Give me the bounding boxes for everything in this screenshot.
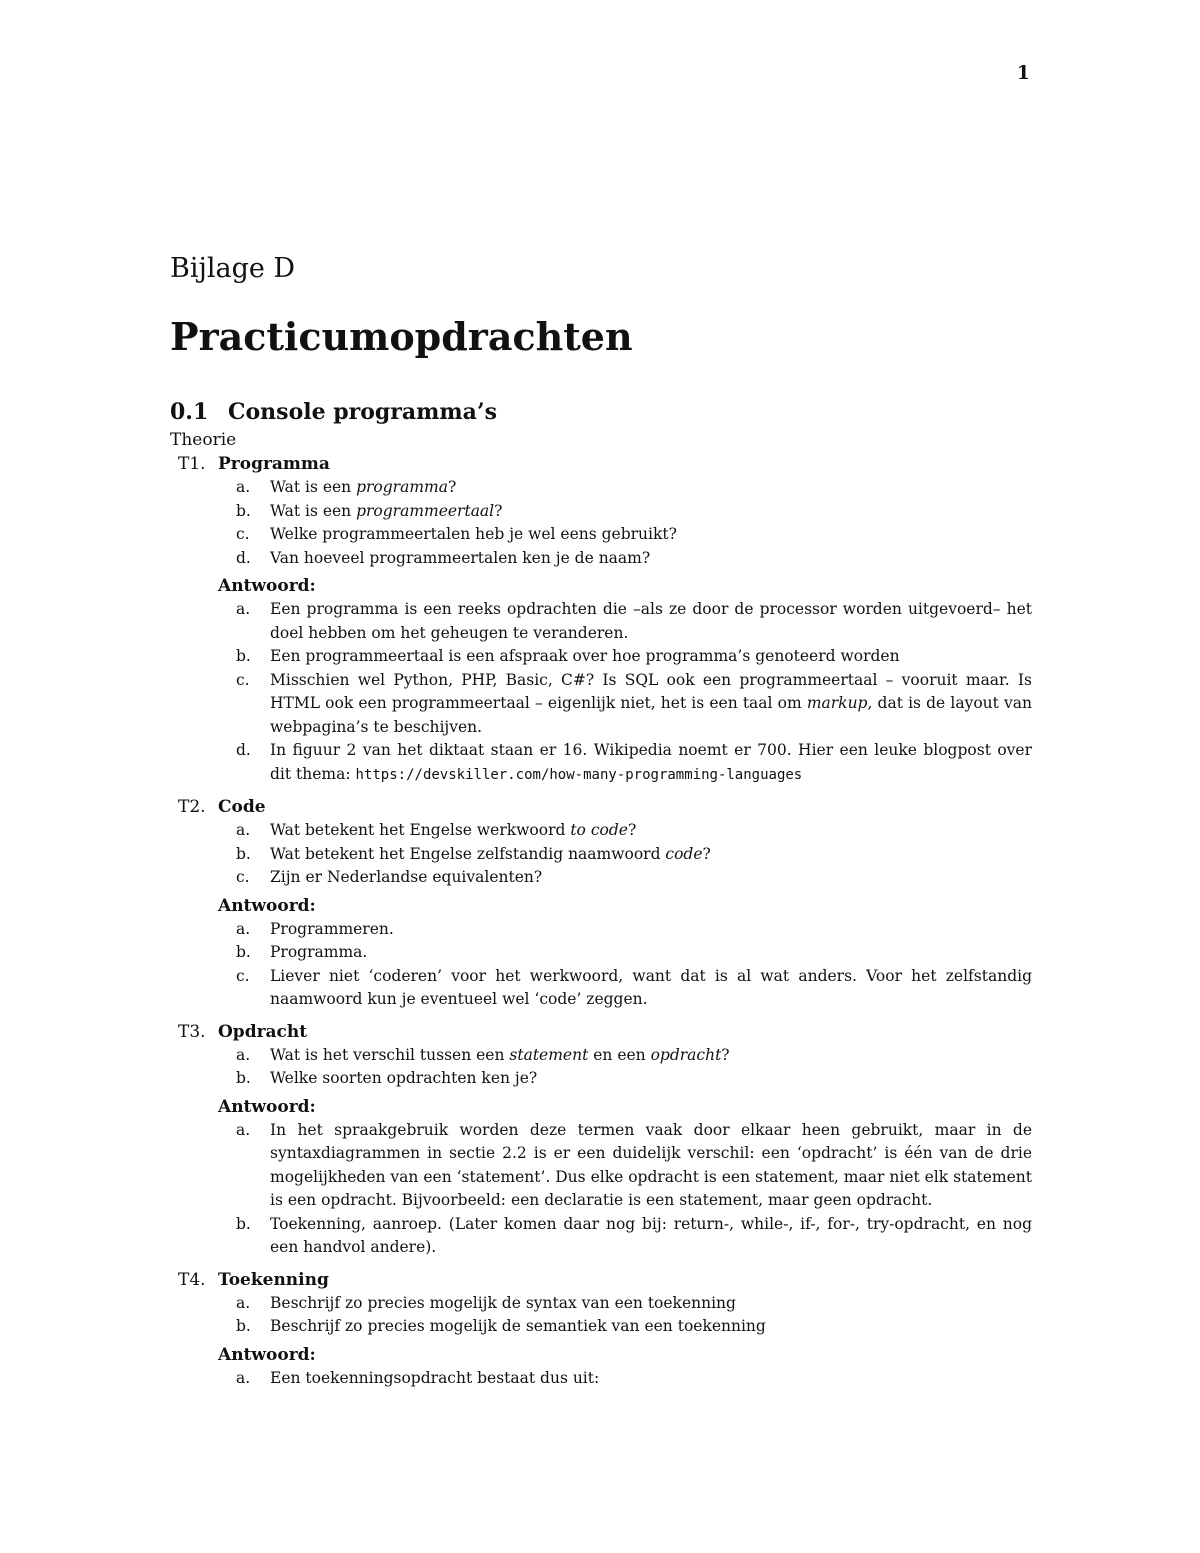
task-block	[178, 795, 1032, 1012]
task-list	[170, 452, 1032, 1390]
task-block	[178, 1020, 1032, 1260]
question-item	[228, 819, 1032, 843]
item-label: a.	[236, 600, 251, 618]
answer-item	[228, 669, 1032, 740]
item-text: Welke soorten opdrachten ken je?	[270, 1069, 538, 1087]
question-list	[228, 819, 1032, 890]
item-label: b.	[236, 1069, 251, 1087]
section-number: 0.1	[170, 399, 209, 425]
task-number: T2.	[178, 797, 206, 817]
question-item	[228, 1044, 1032, 1068]
task-title	[178, 1020, 1032, 1044]
question-item	[228, 866, 1032, 890]
task-title	[178, 795, 1032, 819]
question-list	[228, 1292, 1032, 1339]
item-text: In het spraakgebruik worden deze termen vaak door elkaar heen gebruikt, maar in de syntaxdiagrammen in sectie 2.2 is er een duidelijk verschil: een ‘opdracht’ is één van de drie mogelijkheden van een ‘statement’. Dus elke opdracht is een statement, maar niet elk statement is een opdracht. Bijvoorbeeld: een declaratie is een statement, maar geen opdracht.	[270, 1120, 1032, 1209]
task-number: T3.	[178, 1021, 206, 1042]
answer-list	[228, 1119, 1032, 1260]
item-label: b.	[236, 1214, 251, 1233]
question-item	[228, 1067, 1032, 1091]
item-label: b.	[236, 647, 251, 665]
task-number: T1.	[178, 454, 206, 474]
item-text: Welke programmeertalen heb je wel eens gebruikt?	[270, 525, 677, 543]
item-text: Wat betekent het Engelse werkwoord to code?	[270, 821, 637, 839]
answer-item	[228, 739, 1032, 787]
answer-item	[228, 918, 1032, 942]
item-label: c.	[236, 525, 250, 543]
item-label: b.	[236, 943, 251, 961]
item-text: Liever niet ‘coderen’ voor het werkwoord, want dat is al wat anders. Voor het zelfstandig naamwoord kun je eventueel wel ‘code’ zeggen.	[270, 966, 1032, 1008]
item-text: Van hoeveel programmeertalen ken je de naam?	[270, 548, 651, 567]
item-label: c.	[236, 966, 250, 985]
subsection-heading: Theorie	[170, 430, 237, 450]
task-heading: Toekenning	[218, 1269, 329, 1290]
answer-heading: Antwoord:	[218, 1096, 316, 1117]
question-item	[228, 523, 1032, 547]
item-label: d.	[236, 548, 251, 567]
question-item	[228, 843, 1032, 867]
chapter-title: Practicumopdrachten	[170, 314, 633, 359]
section-title	[170, 398, 1032, 426]
answer-item	[228, 645, 1032, 669]
answer-item	[228, 1119, 1032, 1213]
item-text: Een toekenningsopdracht bestaat dus uit:	[270, 1368, 600, 1387]
task-heading: Code	[218, 797, 266, 817]
answer-item	[228, 1367, 1032, 1391]
answer-list	[228, 918, 1032, 1012]
section-heading: Console programma’s	[228, 399, 497, 425]
item-text: Programma.	[270, 943, 368, 961]
item-label: b.	[236, 844, 251, 863]
task-heading: Opdracht	[218, 1021, 308, 1042]
item-label: a.	[236, 1045, 251, 1064]
task-heading: Programma	[218, 454, 330, 474]
item-text: Beschrijf zo precies mogelijk de syntax van een toekenning	[270, 1293, 736, 1312]
item-label: a.	[236, 1368, 251, 1387]
item-text: Misschien wel Python, PHP, Basic, C#? Is SQL ook een programmeertaal – vooruit maar. Is HTML ook een programmeertaal – eigenlijk niet, het is een taal om markup, dat is de layout van webpagina’s te beschijven.	[270, 670, 1032, 736]
task-block	[178, 1268, 1032, 1391]
item-text: Programmeren.	[270, 919, 394, 938]
item-label: a.	[236, 1293, 251, 1312]
answer-item	[228, 941, 1032, 965]
item-label: b.	[236, 501, 251, 520]
answer-item	[228, 1213, 1032, 1260]
item-label: b.	[236, 1317, 251, 1335]
item-label: c.	[236, 670, 250, 689]
item-text: Wat is een programmeertaal?	[270, 501, 503, 520]
answer-list	[228, 1367, 1032, 1391]
answer-heading: Antwoord:	[218, 1344, 316, 1365]
item-text: Wat betekent het Engelse zelfstandig naamwoord code?	[270, 844, 711, 863]
question-item	[228, 547, 1032, 571]
task-number: T4.	[178, 1269, 206, 1290]
task-title	[178, 452, 1032, 476]
question-list	[228, 1044, 1032, 1091]
item-text: Beschrijf zo precies mogelijk de semantiek van een toekenning	[270, 1317, 766, 1335]
question-item	[228, 1315, 1032, 1339]
item-label: a.	[236, 919, 251, 938]
task-title	[178, 1268, 1032, 1292]
item-label: d.	[236, 741, 251, 759]
answer-item	[228, 965, 1032, 1012]
page-number: 1	[1016, 62, 1030, 84]
answer-heading: Antwoord:	[218, 895, 316, 916]
item-text: In figuur 2 van het diktaat staan er 16. Wikipedia noemt er 700. Hier een leuke blogpost over dit thema: https://devskiller.com/how-many-programming-languages	[270, 741, 1032, 783]
question-item	[228, 500, 1032, 524]
task-block	[178, 452, 1032, 787]
item-text: Zijn er Nederlandse equivalenten?	[270, 868, 543, 886]
item-label: a.	[236, 821, 251, 839]
item-text: Een programma is een reeks opdrachten die –als ze door de processor worden uitgevoerd– het doel hebben om het geheugen te veranderen.	[270, 600, 1032, 642]
item-text: Toekenning, aanroep. (Later komen daar nog bij: return-, while-, if-, for-, try-opdracht, en nog een handvol andere).	[270, 1214, 1032, 1256]
question-item	[228, 1292, 1032, 1316]
item-label: c.	[236, 868, 250, 886]
answer-list	[228, 598, 1032, 787]
page-content	[170, 252, 1032, 1398]
question-list	[228, 476, 1032, 570]
question-item	[228, 476, 1032, 500]
item-text: Wat is het verschil tussen een statement en een opdracht?	[270, 1045, 730, 1064]
item-text: Wat is een programma?	[270, 478, 457, 496]
item-label: a.	[236, 478, 251, 496]
item-text: Een programmeertaal is een afspraak over hoe programma’s genoteerd worden	[270, 647, 900, 665]
chapter-label: Bijlage D	[170, 253, 296, 284]
answer-heading: Antwoord:	[218, 576, 316, 596]
item-label: a.	[236, 1120, 251, 1139]
answer-item	[228, 598, 1032, 645]
